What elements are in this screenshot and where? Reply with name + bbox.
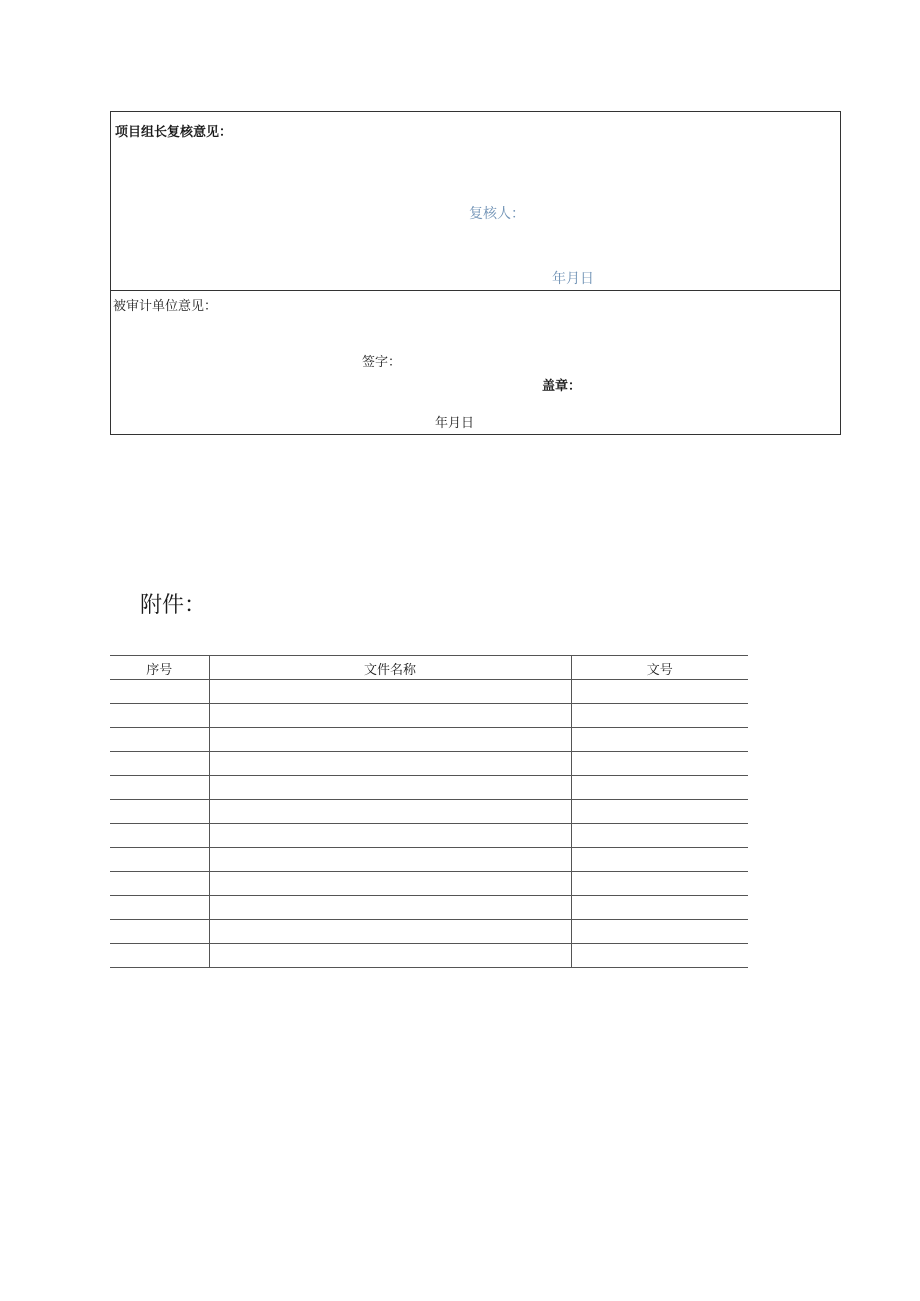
table-row <box>110 728 748 752</box>
cell-serial <box>110 920 209 944</box>
cell-doc-number <box>571 824 748 848</box>
table-row <box>110 848 748 872</box>
cell-doc-number <box>571 800 748 824</box>
cell-doc-number <box>571 752 748 776</box>
cell-doc-number <box>571 680 748 704</box>
cell-doc-number <box>571 872 748 896</box>
cell-file-name <box>209 752 571 776</box>
auditee-opinion-date: 年月日 <box>435 416 475 431</box>
cell-file-name <box>209 944 571 968</box>
table-row <box>110 920 748 944</box>
reviewer-label: 复核人： <box>469 206 525 222</box>
cell-serial <box>110 872 209 896</box>
cell-doc-number <box>571 920 748 944</box>
cell-serial <box>110 728 209 752</box>
cell-doc-number <box>571 944 748 968</box>
table-row <box>110 704 748 728</box>
cell-file-name <box>209 872 571 896</box>
table-row <box>110 752 748 776</box>
column-header-serial: 序号 <box>110 656 209 680</box>
cell-serial <box>110 776 209 800</box>
leader-review-label: 项目组长复核意见： <box>115 125 233 140</box>
cell-file-name <box>209 728 571 752</box>
auditee-opinion-section <box>111 290 840 434</box>
cell-serial <box>110 704 209 728</box>
attachments-body <box>110 680 748 968</box>
table-row <box>110 944 748 968</box>
cell-doc-number <box>571 704 748 728</box>
cell-serial <box>110 800 209 824</box>
table-row <box>110 872 748 896</box>
cell-file-name <box>209 920 571 944</box>
table-row <box>110 680 748 704</box>
cell-serial <box>110 848 209 872</box>
cell-file-name <box>209 680 571 704</box>
cell-doc-number <box>571 776 748 800</box>
cell-file-name <box>209 776 571 800</box>
table-row <box>110 824 748 848</box>
attachments-title: 附件： <box>140 593 207 618</box>
leader-review-section <box>111 112 840 291</box>
cell-serial <box>110 896 209 920</box>
cell-file-name <box>209 800 571 824</box>
seal-label: 盖章： <box>542 379 582 394</box>
signature-label: 签字： <box>362 355 402 370</box>
review-form-box <box>110 111 841 435</box>
cell-file-name <box>209 848 571 872</box>
cell-doc-number <box>571 728 748 752</box>
cell-file-name <box>209 896 571 920</box>
table-row <box>110 896 748 920</box>
cell-serial <box>110 944 209 968</box>
cell-serial <box>110 824 209 848</box>
auditee-opinion-label: 被审计单位意见： <box>113 299 218 314</box>
cell-doc-number <box>571 848 748 872</box>
attachments-table <box>110 655 748 968</box>
cell-serial <box>110 680 209 704</box>
cell-doc-number <box>571 896 748 920</box>
cell-serial <box>110 752 209 776</box>
attachments-header-row <box>110 656 748 680</box>
column-header-doc-number: 文号 <box>571 656 748 680</box>
column-header-file-name: 文件名称 <box>209 656 571 680</box>
table-row <box>110 776 748 800</box>
table-row <box>110 800 748 824</box>
leader-review-date: 年月日 <box>552 271 594 287</box>
cell-file-name <box>209 824 571 848</box>
cell-file-name <box>209 704 571 728</box>
